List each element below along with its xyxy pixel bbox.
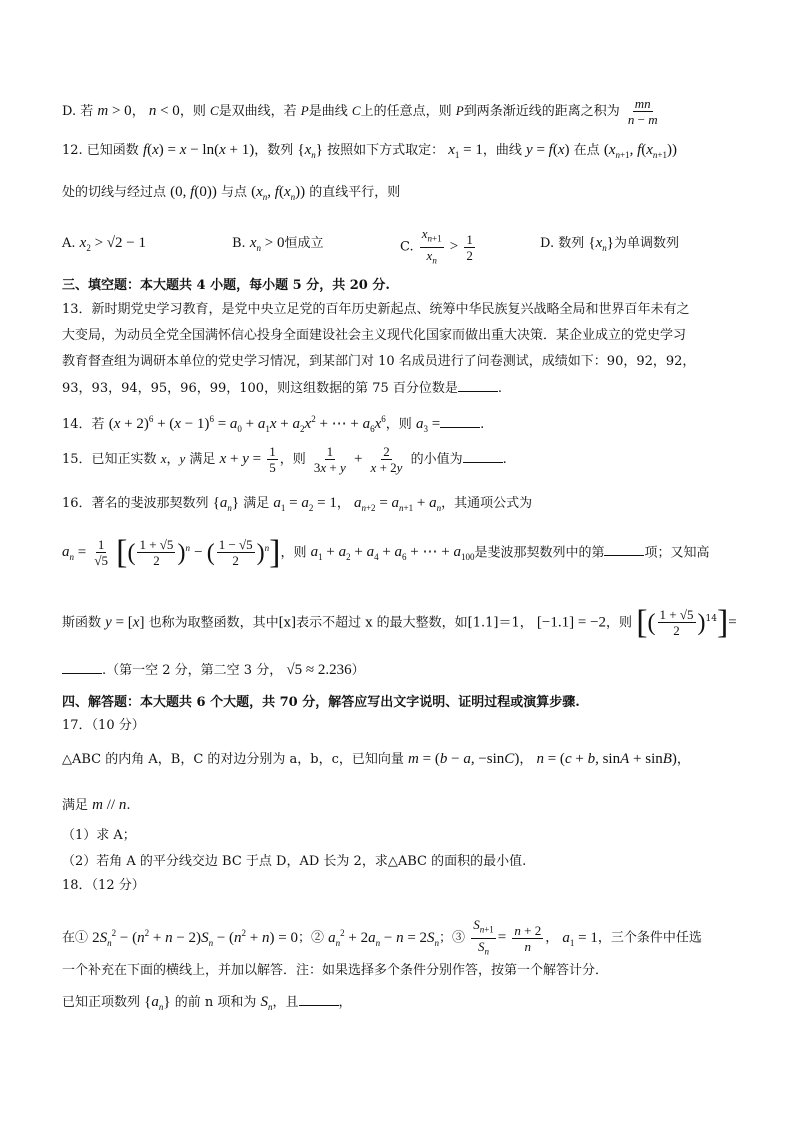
- formula: (0, f(0)): [170, 184, 217, 200]
- q12-stem-line1: [62, 141, 677, 164]
- answer-blank: [299, 993, 339, 1006]
- q18-line3: 已知正项数列 $\{a_n\}$ 的前 n 项和为 $S_n$，且 ，: [62, 994, 352, 1012]
- answer-blank: [604, 543, 644, 556]
- q12-stem6: 处的切线与经过点: [62, 185, 167, 200]
- q17-line2-text: 满足: [62, 798, 89, 813]
- q15-prefix: 15．已知正实数: [62, 452, 157, 467]
- q18-line3a: 已知正项数列: [62, 995, 141, 1010]
- q18-line1e: ，三个条件中任选: [597, 930, 702, 946]
- q16-line1c: ，: [336, 496, 350, 511]
- q16-line2c: 项；又知高: [644, 545, 710, 561]
- q11-optd-prefix: D. 若: [62, 104, 94, 119]
- q16-line3: 斯函数 y = [x] 也称为取整函数，其中[x]表示不超过 x 的最大整数，如[1.1]＝1， [−1.1] = −2，则 [( $\frac{1 + √5}{2}$ )$^{14}$]=: [62, 603, 737, 641]
- q13-line4b: .: [497, 381, 503, 396]
- q18-line1: 在① $2S_n^2 - (n^2 + n - 2)S_n - (n^2 + n) = 0$；② $a_n^2 + 2a_n - n = 2S_n$；③ $\frac{S_{n+1}}{S_n}$ = $\frac{n + 2}{n}$ ， $a_1 = 1$，三个条件中任选: [62, 917, 702, 957]
- answer-blank: [458, 379, 498, 392]
- q11-optd-text2: ，则: [179, 104, 206, 119]
- q12-option-b: B. $x_n > 0$恒成立: [232, 235, 324, 253]
- q11-optd-text5: 上的任意点，则: [360, 104, 452, 119]
- q13-line3: 教育督查组为调研本单位的党史学习情况，到某部门对 10 名成员进行了问卷测试，成绩如下：90，92，92，: [62, 354, 696, 369]
- answer-blank: [463, 450, 503, 463]
- q17-number: 17．（10 分）: [62, 718, 145, 733]
- formula: $(x + 2)^6 + (x - 1)^6 = a_0 + a_1x + a_2x^2$ + ⋯ + $a_6x^6$: [108, 414, 386, 434]
- q12-optc-label: C.: [400, 239, 414, 255]
- q16-line1b: 满足: [243, 496, 270, 511]
- q18-number: 18．（12 分）: [62, 878, 145, 893]
- q12-optd-text2: 为单调数列: [613, 236, 679, 251]
- q18-line1a: 在①: [62, 930, 89, 946]
- formula: f(x) = x − ln(x + 1): [142, 142, 255, 158]
- q14-mid: ，则: [385, 417, 412, 432]
- q16-line3c: ，则: [606, 615, 633, 631]
- q16-line4a: .（第一空 2 分，第二空 3 分，: [102, 663, 283, 678]
- q18-line1d: ，: [545, 930, 559, 946]
- q12-stem5: 在点: [573, 143, 600, 158]
- q15-suffix: .: [502, 452, 507, 467]
- q18-line3c: ，且: [272, 995, 299, 1010]
- q16-line1d: ，其通项公式为: [441, 496, 533, 511]
- q12-stem1: 12. 已知函数: [62, 143, 139, 158]
- q16-line3b: 也称为取整函数，其中[x]表示不超过 x 的最大整数，如[1.1]＝1，: [148, 615, 533, 631]
- q13-line2: 大变局，为动员全党全国满怀信心投身全面建设社会主义现代化国家而做出重大决策．某企业成立的党史学习: [62, 328, 687, 343]
- q18-line3b: 的前 n 项和为: [174, 995, 257, 1010]
- q17-line1a: △ABC 的内角 A，B，C 的对边分别为 a，b，c，已知向量: [62, 752, 404, 767]
- q16-line2b: 是斐波那契数列中的第: [474, 545, 605, 561]
- q12-options: [62, 226, 742, 266]
- formula: ($x_{n+1}$, $f(x_{n+1})$): [603, 142, 677, 160]
- q12-optd-text1: 数列: [558, 236, 585, 251]
- formula: n < 0: [148, 103, 180, 119]
- q14-suffix: .: [480, 417, 485, 432]
- q12-optd-label: D.: [540, 236, 555, 251]
- q11-optd-text3: 是双曲线，若: [218, 104, 297, 119]
- formula: $x_1 = 1$: [448, 142, 483, 160]
- q12-stem8: 的直线平行，则: [309, 185, 401, 200]
- q12-stem3: 按照如下方式取定：: [327, 143, 445, 158]
- q16-line4: .（第一空 2 分，第二空 3 分， √5 ≈ 2.236）: [62, 661, 365, 680]
- formula: ($x_n$, $f(x_n)$): [251, 184, 306, 202]
- q15-text2: ，则: [279, 452, 306, 467]
- q15: 15．已知正实数 x，y 满足 x + y = $\frac{1}{5}$ ，则 $\frac{1}{3x + y}$ + $\frac{2}{x + 2y}$ 的小值为 .: [62, 444, 507, 475]
- section-4-title: 四、解答题：本大题共 6 个大题，共 70 分，解答应写出文字说明、证明过程或演算步骤.: [62, 695, 580, 710]
- q15-text3: 的小值为: [410, 452, 463, 467]
- q15-text1: 满足: [189, 452, 216, 467]
- q12-option-d: D. 数列 $\{x_n\}$为单调数列: [540, 235, 679, 253]
- q17-line1: △ABC 的内角 A，B，C 的对边分别为 a，b，c，已知向量 m = (b − a, −sinC)， n = (c + b, sinA + sinB)，: [62, 751, 690, 767]
- q17-part1: （1）求 A；: [62, 828, 136, 843]
- q16-line1: 16．著名的斐波那契数列 $\{a_n\}$ 满足 $a_1 = a_2 = 1$， $a_{n+2} = a_{n+1} + a_n$，其通项公式为: [62, 495, 533, 513]
- q16-line1a: 16．著名的斐波那契数列: [62, 496, 209, 511]
- formula: y = f(x): [526, 142, 570, 158]
- q16-line4b: ）: [351, 663, 365, 678]
- q12-stem-line2: [62, 183, 400, 206]
- q12-optb-text: 恒成立: [284, 236, 324, 251]
- q13-line1: 13．新时期党史学习教育，是党中央立足党的百年历史新起点、统筹中华民族复兴战略全局和世界百年未有之: [62, 302, 690, 317]
- q18-line1c: ；③: [439, 930, 466, 946]
- formula: m > 0: [97, 103, 132, 119]
- q11-optd-text1: ，: [131, 104, 145, 119]
- q11-optd-text4: 是曲线: [308, 104, 348, 119]
- q16-line3a: 斯函数: [62, 615, 102, 631]
- q14-prefix: 14．若: [62, 417, 105, 432]
- q12-stem7: 与点: [220, 185, 247, 200]
- q16-line2: $a_n$ = $\frac{1}{√5}$ [( $\frac{1 + √5}{2}$ )$^n$ − ( $\frac{1 - √5}{2}$ )$^n$]，则 $a_1 + a_2 + a_4 + a_6$ + ⋯ + $a_{100}$是斐波那契数列中的第 项；又知高: [62, 533, 710, 571]
- q17-line2: 满足 m // n.: [62, 797, 131, 813]
- section-3-title: 三、填空题：本大题共 4 小题，每小题 5 分，共 20 分.: [62, 278, 390, 293]
- q12-option-c: C. $\frac{x_{n+1}}{x_n}$ > $\frac{1}{2}$: [400, 226, 473, 266]
- q17-line1b: ，: [519, 752, 533, 767]
- q18-line1b: ；②: [297, 930, 324, 946]
- formula: $\{x_n\}$: [297, 142, 323, 160]
- answer-blank: [440, 415, 480, 428]
- q13-line4: [62, 379, 502, 398]
- answer-blank: [62, 661, 102, 674]
- fraction: $\frac{mn}{n - m}$: [627, 96, 658, 127]
- q12-stem4: ，曲线: [482, 143, 522, 158]
- q11-option-d: D. 若 m > 0， n < 0，则 C是双曲线，若 P是曲线 C上的任意点，则 P到两条渐近线的距离之积为 $\frac{mn}{n - m}$: [62, 96, 658, 127]
- q13-line4a: 93，93，94，95，96，99，100，则这组数据的第 75 百分位数是: [62, 381, 458, 396]
- q12-stem2: ，数列: [254, 143, 294, 158]
- q12-opta-label: A.: [62, 236, 76, 251]
- q12-option-a: A. $x_2 > √2 - 1$: [62, 235, 146, 253]
- q11-optd-text6: 到两条渐近线的距离之积为: [463, 104, 620, 119]
- q12-optb-label: B.: [232, 236, 246, 251]
- q16-line2a: ，则: [280, 545, 307, 561]
- q18-line3d: ，: [338, 995, 352, 1010]
- q14: 14．若 $(x + 2)^6 + (x - 1)^6 = a_0 + a_1x + a_2x^2$ + ⋯ + $a_6x^6$，则 $a_3$ = .: [62, 414, 485, 434]
- q17-part2: （2）若角 A 的平分线交边 BC 于点 D，AD 长为 2，求△ABC 的面积的最小值.: [62, 854, 527, 869]
- q18-line2: 一个补充在下面的横线上，并加以解答．注：如果选择多个条件分别作答，按第一个解答计分．: [62, 963, 609, 978]
